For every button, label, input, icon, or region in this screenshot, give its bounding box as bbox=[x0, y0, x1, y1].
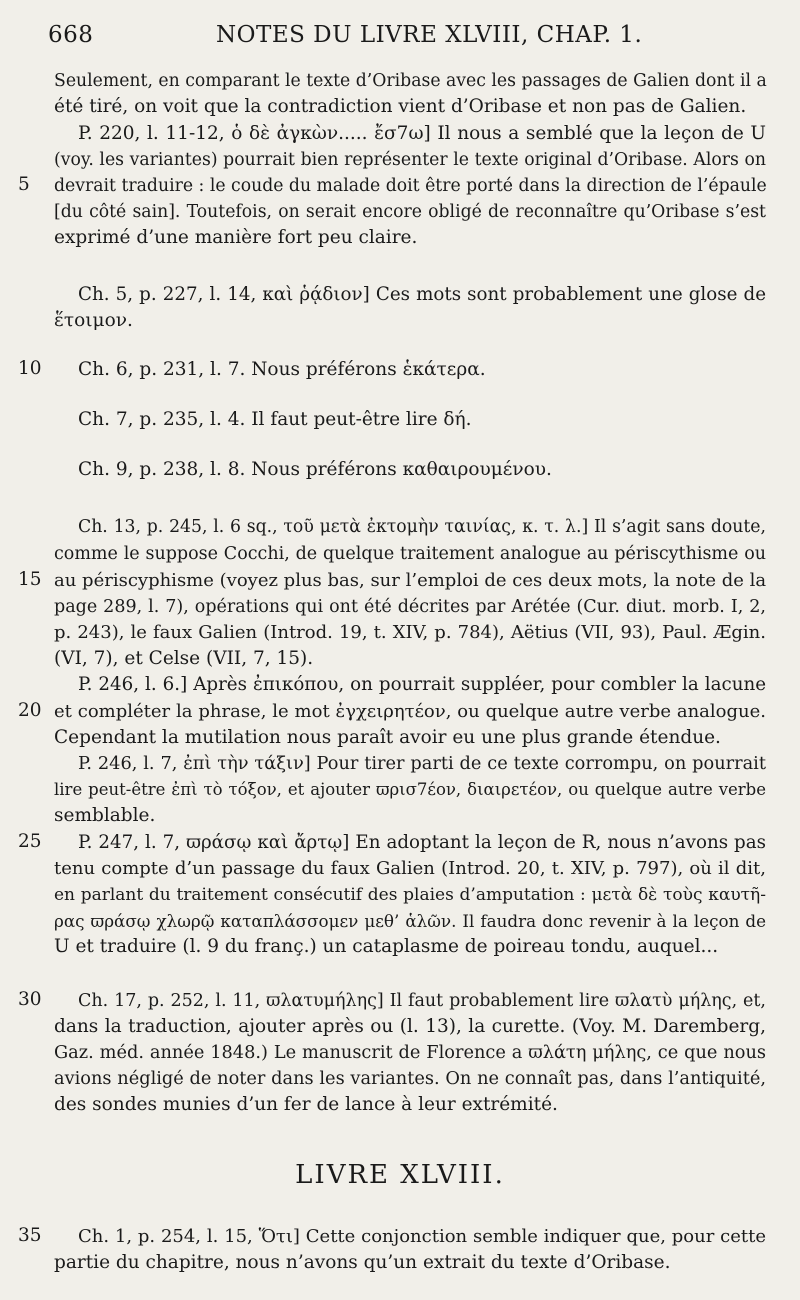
text-line: [du côté sain]. Toutefois, on serait encore obligé de reconnaître qu’Oribase s’est bbox=[54, 202, 766, 222]
running-head: NOTES DU LIVRE XLVIII, CHAP. 1. bbox=[216, 22, 643, 48]
text-line: devrait traduire : le coude du malade doit être porté dans la direction de l’épaule bbox=[54, 176, 767, 196]
text-line: Ch. 7, p. 235, l. 4. Il faut peut-être lire δή. bbox=[78, 409, 472, 430]
text-line: lire peut-être ἐπὶ τὸ τόξον, et ajouter ϖρισ7έον, διαιρετέον, ou quelque autre verbe bbox=[54, 780, 766, 799]
text-line: P. 246, l. 7, ἐπὶ τὴν τάξιν] Pour tirer parti de ce texte corrompu, on pourrait bbox=[78, 754, 766, 774]
margin-line-number: 35 bbox=[18, 1225, 42, 1246]
text-line: comme le suppose Cocchi, de quelque traitement analogue au périscythisme ou bbox=[54, 544, 766, 564]
margin-line-number: 10 bbox=[18, 358, 42, 379]
text-line: P. 247, l. 7, ϖράσῳ καὶ ἄρτῳ] En adoptant la leçon de R, nous n’avons pas bbox=[78, 832, 766, 853]
margin-line-number: 30 bbox=[18, 989, 42, 1010]
text-line: ρας ϖράσῳ χλωρῷ καταπλάσσομεν μεθ’ ἁλῶν. Il faudra donc revenir à la leçon de bbox=[54, 911, 766, 931]
text-line: des sondes munies d’un fer de lance à leur extrémité. bbox=[54, 1094, 558, 1115]
text-line: (voy. les variantes) pourrait bien représenter le texte original d’Oribase. Alors on bbox=[54, 150, 766, 170]
text-line: avions négligé de noter dans les variantes. On ne connaît pas, dans l’antiquité, bbox=[54, 1069, 766, 1089]
text-line: Ch. 17, p. 252, l. 11, ϖλατυμήλης] Il faut probablement lire ϖλατὺ μήλης, et, bbox=[78, 991, 766, 1011]
text-line: Gaz. méd. année 1848.) Le manuscrit de Florence a ϖλάτη μήλης, ce que nous bbox=[54, 1043, 766, 1063]
page-header bbox=[48, 22, 760, 56]
text-line: (VI, 7), et Celse (VII, 7, 15). bbox=[54, 648, 314, 669]
text-line: Ch. 6, p. 231, l. 7. Nous préférons ἑκάτερα. bbox=[78, 359, 486, 380]
text-line: U et traduire (l. 9 du franç.) un cataplasme de poireau tondu, auquel... bbox=[54, 936, 719, 957]
text-line: exprimé d’une manière fort peu claire. bbox=[54, 227, 418, 248]
page-number: 668 bbox=[48, 22, 94, 48]
text-line: dans la traduction, ajouter après ou (l. 13), la curette. (Voy. M. Daremberg, bbox=[54, 1016, 766, 1037]
margin-line-number: 25 bbox=[18, 831, 42, 852]
margin-line-number: 5 bbox=[18, 174, 30, 195]
text-line: semblable. bbox=[54, 805, 156, 826]
text-line: P. 246, l. 6.] Après ἐπικόπου, on pourrait suppléer, pour combler la lacune bbox=[78, 674, 766, 695]
text-line: page 289, l. 7), opérations qui ont été décrites par Arétée (Cur. diut. morb. I, 2, bbox=[54, 597, 766, 617]
text-line: Ch. 13, p. 245, l. 6 sq., τοῦ μετὰ ἐκτομὴν ταινίας, κ. τ. λ.] Il s’agit sans doute, bbox=[78, 517, 766, 537]
text-line: tenu compte d’un passage du faux Galien (Introd. 20, t. XIV, p. 797), où il dit, bbox=[54, 858, 766, 879]
text-line: Cependant la mutilation nous paraît avoir eu une plus grande étendue. bbox=[54, 727, 721, 748]
text-line: en parlant du traitement consécutif des plaies d’amputation : μετὰ δὲ τοὺς καυτῆ- bbox=[54, 885, 766, 905]
margin-line-number: 20 bbox=[18, 700, 42, 721]
text-line: Ch. 9, p. 238, l. 8. Nous préférons καθαιρουμένου. bbox=[78, 459, 552, 480]
text-line: P. 220, l. 11-12, ὁ δὲ ἀγκὼν..... ἔσ7ω] Il nous a semblé que la leçon de U bbox=[78, 123, 766, 144]
text-line: au périscyphisme (voyez plus bas, sur l’emploi de ces deux mots, la note de la bbox=[54, 570, 767, 591]
text-line: Seulement, en comparant le texte d’Oribase avec les passages de Galien dont il a bbox=[54, 71, 767, 91]
margin-line-number: 15 bbox=[18, 569, 42, 590]
text-line: p. 243), le faux Galien (Introd. 19, t. XIV, p. 784), Aëtius (VII, 93), Paul. Ægin. bbox=[54, 622, 766, 643]
text-line: et compléter la phrase, le mot ἐγχειρητέον, ou quelque autre verbe analogue. bbox=[54, 701, 766, 722]
section-title: LIVRE XLVIII. bbox=[295, 1160, 505, 1190]
text-line: été tiré, on voit que la contradiction vient d’Oribase et non pas de Galien. bbox=[54, 96, 747, 117]
text-line: Ch. 1, p. 254, l. 15, Ὅτι] Cette conjonction semble indiquer que, pour cette bbox=[78, 1226, 766, 1247]
text-line: Ch. 5, p. 227, l. 14, καὶ ῥᾴδιον] Ces mots sont probablement une glose de bbox=[78, 284, 766, 305]
text-line: ἕτοιμον. bbox=[54, 310, 133, 331]
text-line: partie du chapitre, nous n’avons qu’un extrait du texte d’Oribase. bbox=[54, 1252, 671, 1273]
